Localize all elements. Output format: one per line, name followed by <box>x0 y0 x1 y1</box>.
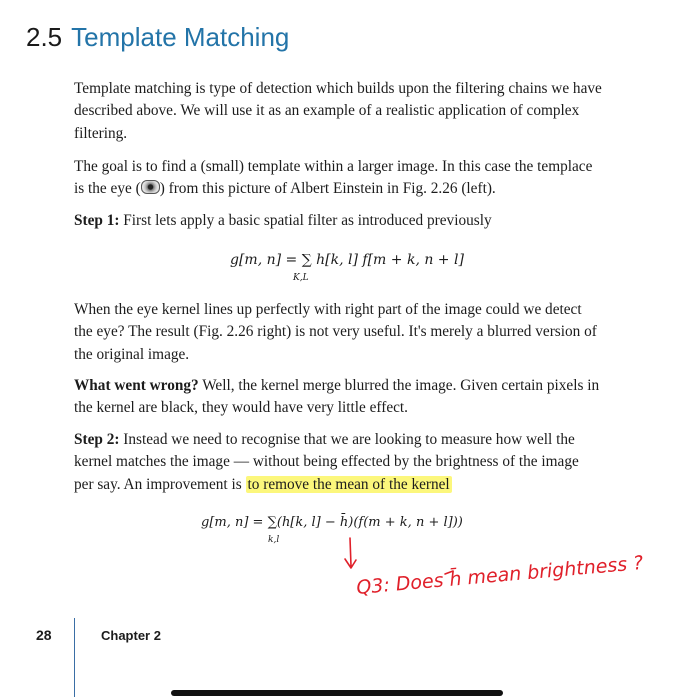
equation-spatial-filter-subscript: K,L <box>293 273 309 283</box>
equation-mean-removed-subscript: k,l <box>268 535 280 545</box>
footer-divider <box>74 618 75 697</box>
what-went-wrong-text: Well, the kernel merge blurred the image. Given certain pixels in the kernel are black, they would have very little effect. <box>74 377 600 417</box>
equation-mean-removed: g[m, n] = ∑(h[k, l] − h̄)(f(m + k, n + l])) <box>201 515 463 530</box>
annotation-text: Q3: Does h̄ mean brightness ? <box>355 551 645 599</box>
step1-label: Step 1: <box>74 212 120 229</box>
section-title: Template Matching <box>71 22 290 52</box>
section-heading <box>26 19 289 55</box>
step1-text: First lets apply a basic spatial filter as introduced previously <box>119 212 492 229</box>
intro-paragraph: Template matching is type of detection which builds upon the filtering chains we have described above. We will use it as an example of a realistic application of complex filtering. <box>74 80 602 142</box>
step2-label: Step 2: <box>74 431 120 448</box>
chapter-label: Chapter 2 <box>101 628 161 643</box>
step2-text: Instead we need to recognise that we are looking to measure how well the kernel matches the image — without being effected by the brightness of the image per say. An improvement is <box>74 431 579 493</box>
what-went-wrong-label: What went wrong? <box>74 377 199 394</box>
goal-paragraph <box>74 156 602 201</box>
handwritten-annotation <box>341 536 700 606</box>
goal-text-start: The goal is to find a (small) template within a larger image. In this case the templace is the eye ( <box>74 158 593 198</box>
page-number: 28 <box>36 627 52 643</box>
highlighted-text: to remove the mean of the kernel <box>247 475 450 493</box>
section-number: 2.5 <box>26 22 63 52</box>
step1-paragraph <box>74 210 602 232</box>
home-indicator-bar[interactable] <box>171 690 503 696</box>
step2-paragraph <box>74 429 602 496</box>
equation-spatial-filter: g[m, n] = ∑ h[k, l] f[m + k, n + l] <box>230 252 464 268</box>
eye-template-icon <box>141 180 160 194</box>
goal-text-end: ) from this picture of Albert Einstein in Fig. 2.26 (left). <box>159 180 496 198</box>
kernel-paragraph: When the eye kernel lines up perfectly with right part of the image could we detect the eye? The result (Fig. 2.26 right) is not very useful. It's merely a blurred version of the original image. <box>74 301 597 363</box>
what-went-wrong-paragraph <box>74 375 602 420</box>
